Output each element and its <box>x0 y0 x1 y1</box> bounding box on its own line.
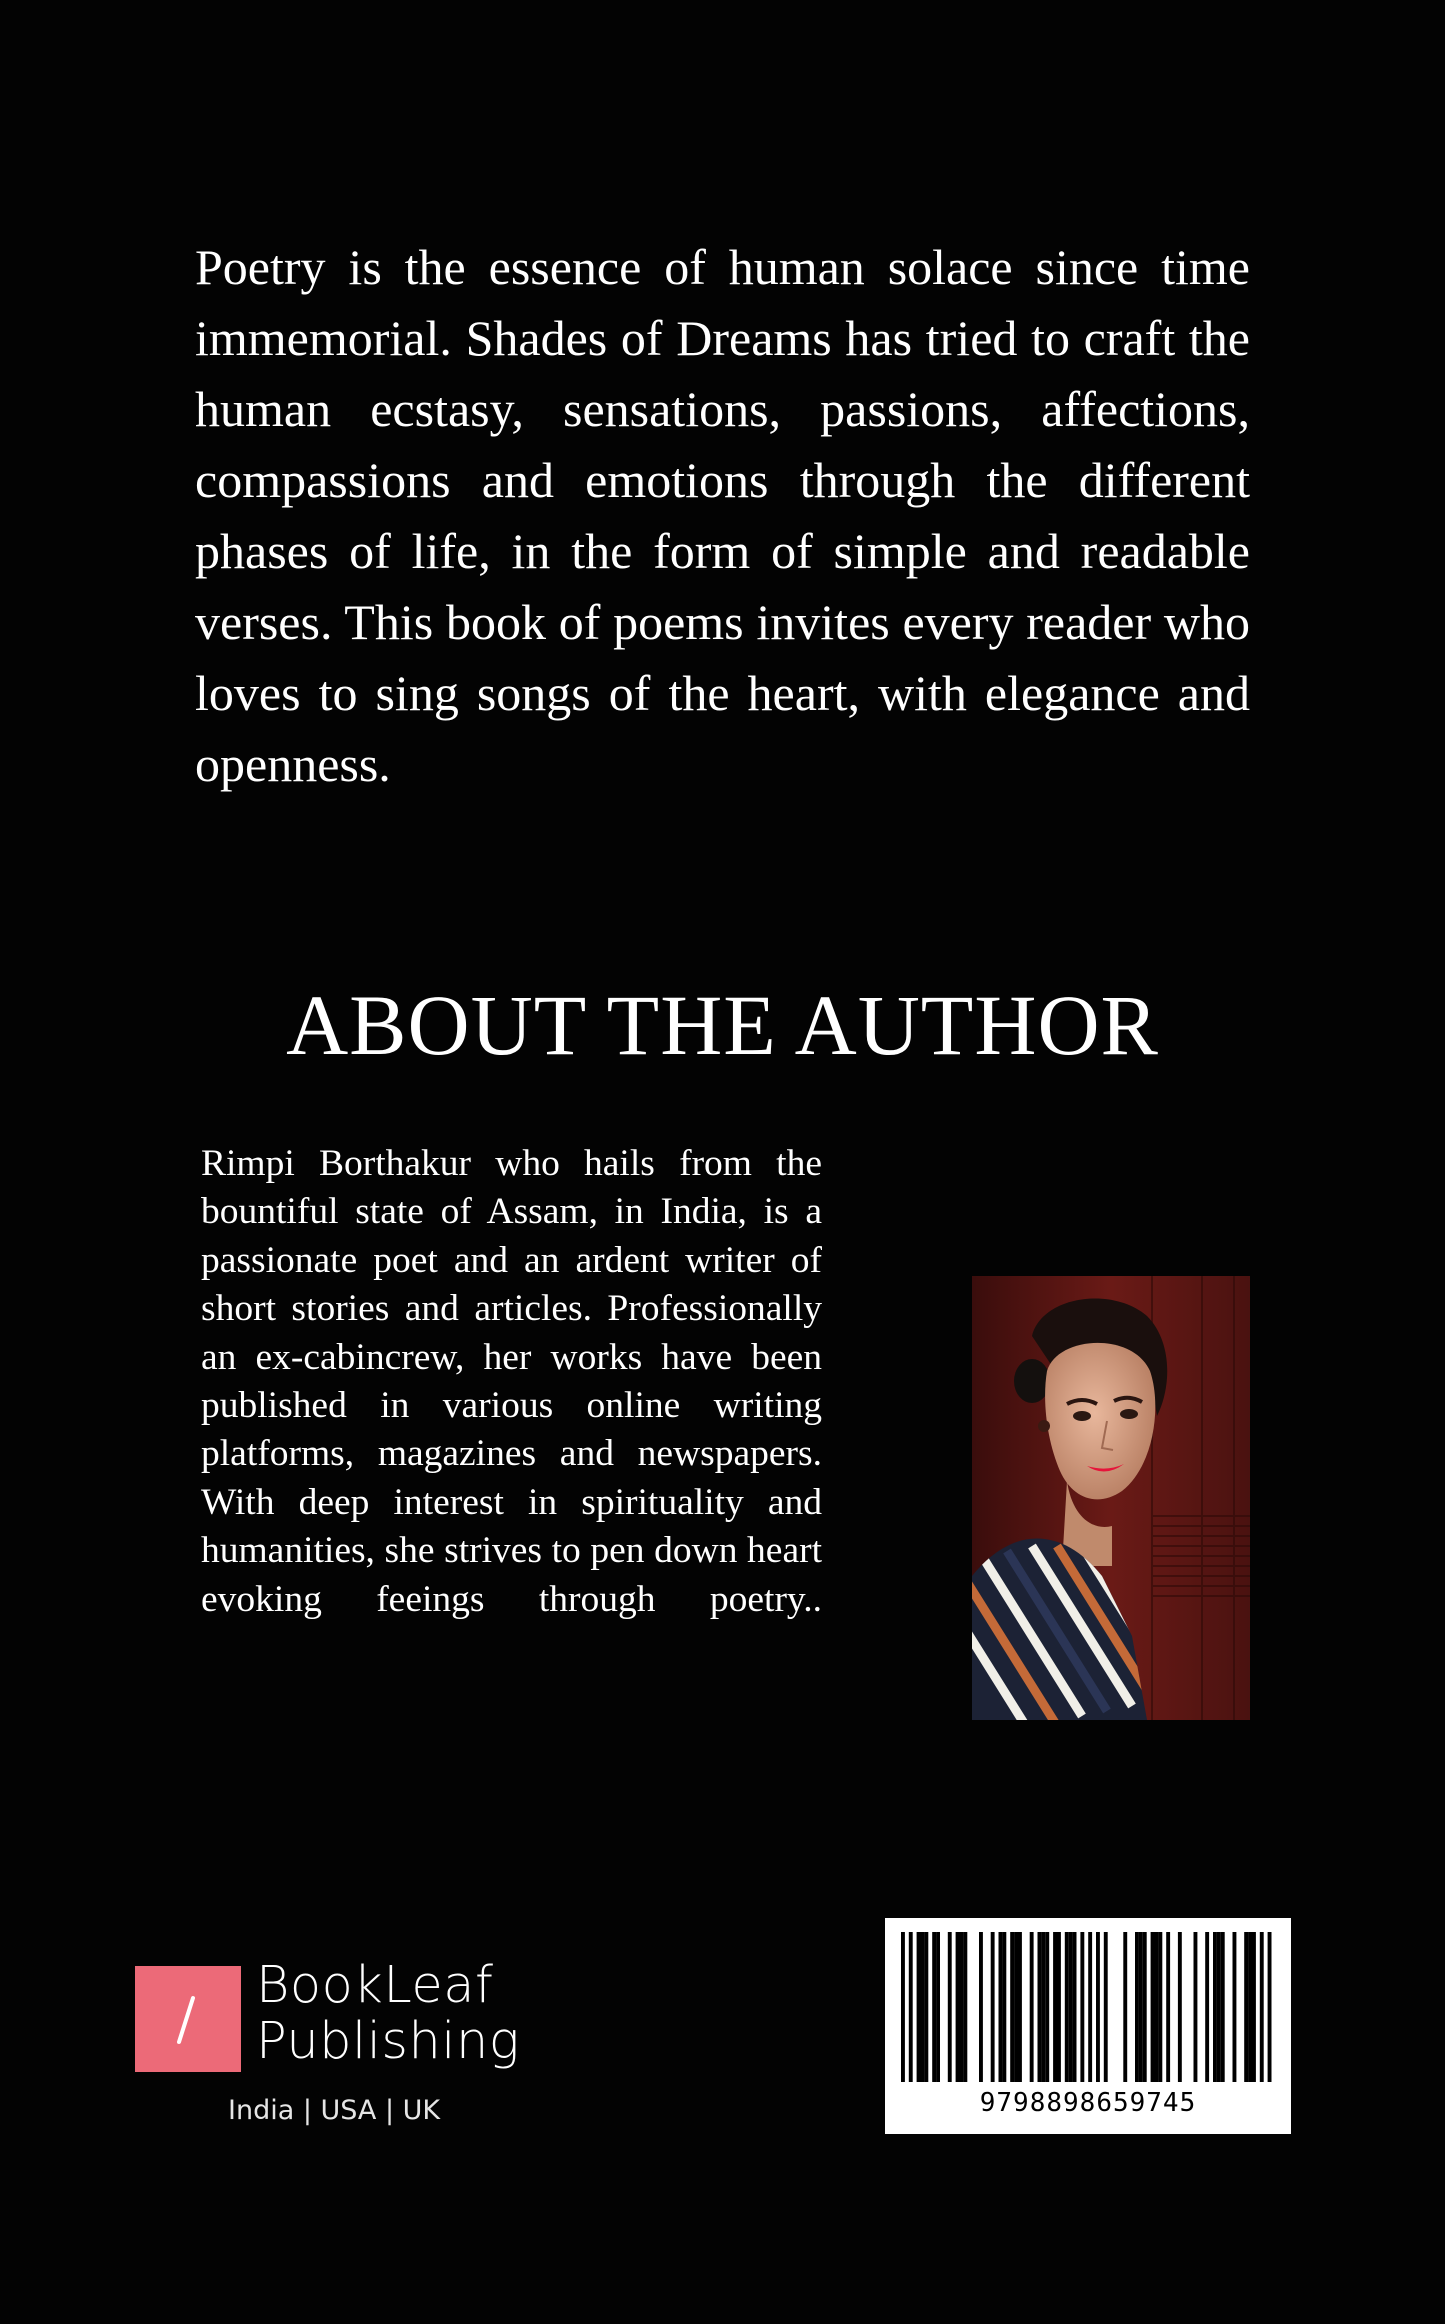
barcode-bar <box>948 1932 952 2082</box>
barcode-bar <box>1057 1932 1061 2082</box>
barcode-bar <box>1073 1932 1077 2082</box>
barcode-bar <box>1045 1932 1049 2082</box>
barcode-bar <box>1069 1932 1073 2082</box>
barcode-bar <box>1221 1932 1225 2082</box>
barcode-bar <box>1213 1932 1217 2082</box>
barcode-bar <box>1123 1932 1127 2082</box>
barcode-bar <box>1155 1932 1159 2082</box>
barcode-bar <box>991 1932 995 2082</box>
barcode-bar <box>909 1932 913 2082</box>
isbn-barcode <box>885 1918 1291 2134</box>
barcode-bar <box>1268 1932 1272 2082</box>
barcode-bar <box>1178 1932 1182 2082</box>
barcode-bar <box>936 1932 940 2082</box>
barcode-bar <box>1096 1932 1100 2082</box>
barcode-bar <box>1205 1932 1209 2082</box>
barcode-bar <box>979 1932 983 2082</box>
barcode-bar <box>1002 1932 1006 2082</box>
barcode-bar <box>1030 1932 1034 2082</box>
barcode-bar <box>917 1932 921 2082</box>
barcode-bar <box>1143 1932 1147 2082</box>
author-photo <box>972 1276 1250 1720</box>
barcode-bar <box>932 1932 936 2082</box>
barcode-bar <box>901 1932 905 2082</box>
publisher-name <box>256 1958 556 2070</box>
barcode-bar <box>1018 1932 1022 2082</box>
publisher-mark-icon <box>135 1966 241 2072</box>
barcode-bar <box>1080 1932 1084 2082</box>
barcode-bar <box>921 1932 925 2082</box>
about-the-author-heading: ABOUT THE AUTHOR <box>286 977 1159 1073</box>
barcode-bar <box>956 1932 960 2082</box>
barcode-bar <box>1139 1932 1143 2082</box>
barcode-bar <box>1053 1932 1057 2082</box>
barcode-bar <box>1252 1932 1256 2082</box>
barcode-bar <box>1104 1932 1108 2082</box>
isbn-number: 9798898659745 <box>979 2088 1197 2118</box>
barcode-bar <box>1194 1932 1198 2082</box>
publisher-name-line1: BookLeaf <box>256 1956 494 2015</box>
barcode-bar <box>1158 1932 1162 2082</box>
barcode-bar <box>1233 1932 1237 2082</box>
back-cover-blurb: Poetry is the essence of human solace since time immemorial. Shades of Dreams has tried to craft the human ecstasy, sensations, passions, affections, compassions and emotions through the different phases of life, in the form of simple and readable verses. This book of poems invites every reader who loves to sing songs of the heart, with elegance and openness. <box>195 239 1250 792</box>
barcode-bar <box>1151 1932 1155 2082</box>
barcode-bar <box>1217 1932 1221 2082</box>
barcode-bar <box>1088 1932 1092 2082</box>
barcode-bar <box>960 1932 964 2082</box>
publisher-logo <box>135 1958 555 2138</box>
barcode-bar <box>1244 1932 1248 2082</box>
barcode-bar <box>1010 1932 1014 2082</box>
barcode-bar <box>1038 1932 1042 2082</box>
barcode-bar <box>963 1932 967 2082</box>
barcode-bar <box>999 1932 1003 2082</box>
barcode-bar <box>1260 1932 1264 2082</box>
barcode-bar <box>924 1932 928 2082</box>
author-bio: Rimpi Borthakur who hails from the bountiful state of Assam, in India, is a passionate poet and an ardent writer of short stories and articles. Professionally an ex-cabincrew, her works have been published in various online writing platforms, magazines and newspapers. With deep interest in spirituality and humanities, she strives to pen down heart evoking feeings through poetry.. <box>201 1143 822 1620</box>
barcode-bar <box>1014 1932 1018 2082</box>
barcode-bar <box>1135 1932 1139 2082</box>
publisher-regions: India | USA | UK <box>228 2095 441 2126</box>
barcode-bar <box>1166 1932 1170 2082</box>
barcode-bar <box>1248 1932 1252 2082</box>
publisher-name-line2: Publishing <box>256 2012 520 2071</box>
barcode-bar <box>1065 1932 1069 2082</box>
barcode-bar <box>1041 1932 1045 2082</box>
